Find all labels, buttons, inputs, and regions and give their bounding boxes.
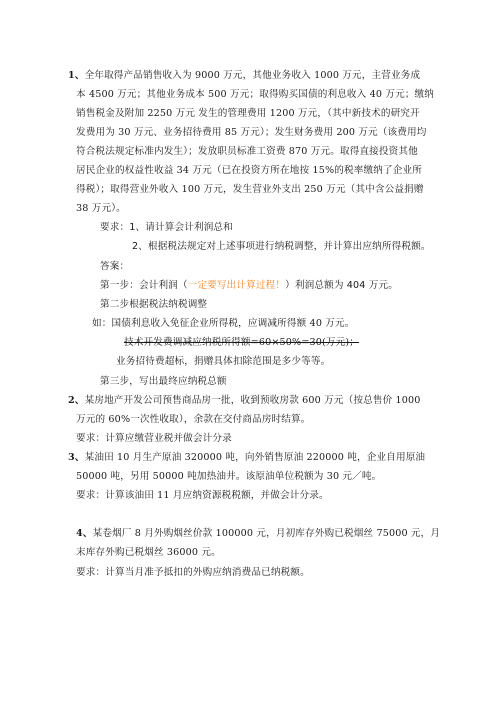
q4-number: 4、	[76, 528, 93, 539]
q1-step-2-title: 第二步根据税法纳税调整	[100, 299, 208, 310]
q2-requirement: 要求：计算应缴营业税并做会计分录	[76, 433, 232, 444]
q1-step-1-hint: 一定要写出计算过程！	[187, 280, 286, 291]
q1-answer-label: 答案：	[100, 261, 130, 272]
q3-number: 3、	[68, 452, 85, 463]
q1-tech-dev: 技术开发费调减应纳税所得额=60×50%=30(万元)；	[124, 337, 360, 348]
q1-requirement-1: 要求：1、请计算会计利润总和	[100, 222, 233, 233]
q1-line-2: 本 4500 万元；其他业务成本 500 万元；取得购买国债的利息收入 40 万元；缴纳	[76, 89, 435, 100]
q2-number: 2、	[68, 395, 85, 406]
q1-entertainment: 业务招待费超标，捐赠具体扣除范围是多少等等。	[116, 356, 331, 367]
q1-step-3: 第三步，写出最终应纳税总额	[100, 376, 227, 387]
q4-line-1: 4、某卷烟厂 8 月外购烟丝价款 100000 元，月初库存外购已税烟丝 75000 元，月	[76, 528, 441, 539]
q3-line-1: 3、某油田 10 月生产原油 320000 吨，向外销售原油 220000 吨，企业自用原油	[68, 452, 426, 463]
q1-number: 1、	[68, 70, 85, 81]
q1-line-4: 发费用为 30 万元、业务招待费用 85 万元）；发生财务费用 200 万元（该费用均	[76, 127, 427, 138]
q1-line-8: 38 万元）。	[76, 203, 126, 214]
q1-requirement-2: 2、根据税法规定对上述事项进行纳税调整，并计算出应纳所得税额。	[132, 241, 431, 252]
q2-line-1: 2、某房地产开发公司预售商品房一批，收到预收房款 600 万元（按总售价 1000	[68, 395, 421, 406]
q1-line-6: 居民企业的权益性收益 34 万元（已在投资方所在地按 15%的税率缴纳了企业所	[76, 165, 422, 176]
q3-requirement: 要求：计算该油田 11 月应纳资源税税额，并做会计分录。	[76, 490, 329, 501]
q1-line-3: 销售税金及附加 2250 万元 发生的管理费用 1200 万元，（其中新技术的研究开	[76, 108, 420, 119]
q4-requirement: 要求：计算当月准予抵扣的外购应纳消费品已纳税额。	[76, 567, 310, 578]
q1-step-1: 第一步：会计利润（一定要写出计算过程！）利润总额为 404 万元。	[100, 280, 398, 291]
q3-line-2: 50000 吨，另用 50000 吨加热油井。该原油单位税额为 30 元／吨。	[76, 471, 382, 482]
q1-example: 如：国债利息收入免征企业所得税，应调减所得额 40 万元。	[92, 318, 355, 329]
q2-line-2: 万元的 60%一次性收取），余款在交付商品房时结算。	[76, 414, 311, 425]
q4-line-2: 末库存外购已税烟丝 36000 元。	[76, 547, 221, 558]
q1-line-7: 得税）；取得营业外收入 100 万元，发生营业外支出 250 万元（其中含公益捐赠	[76, 184, 424, 195]
q1-line-1: 1、全年取得产品销售收入为 9000 万元，其他业务收入 1000 万元，主营业务成	[68, 70, 421, 81]
q1-line-5: 符合税法规定标准内发生）；发放职员标准工资费 870 万元。取得直接投资其他	[76, 146, 418, 157]
